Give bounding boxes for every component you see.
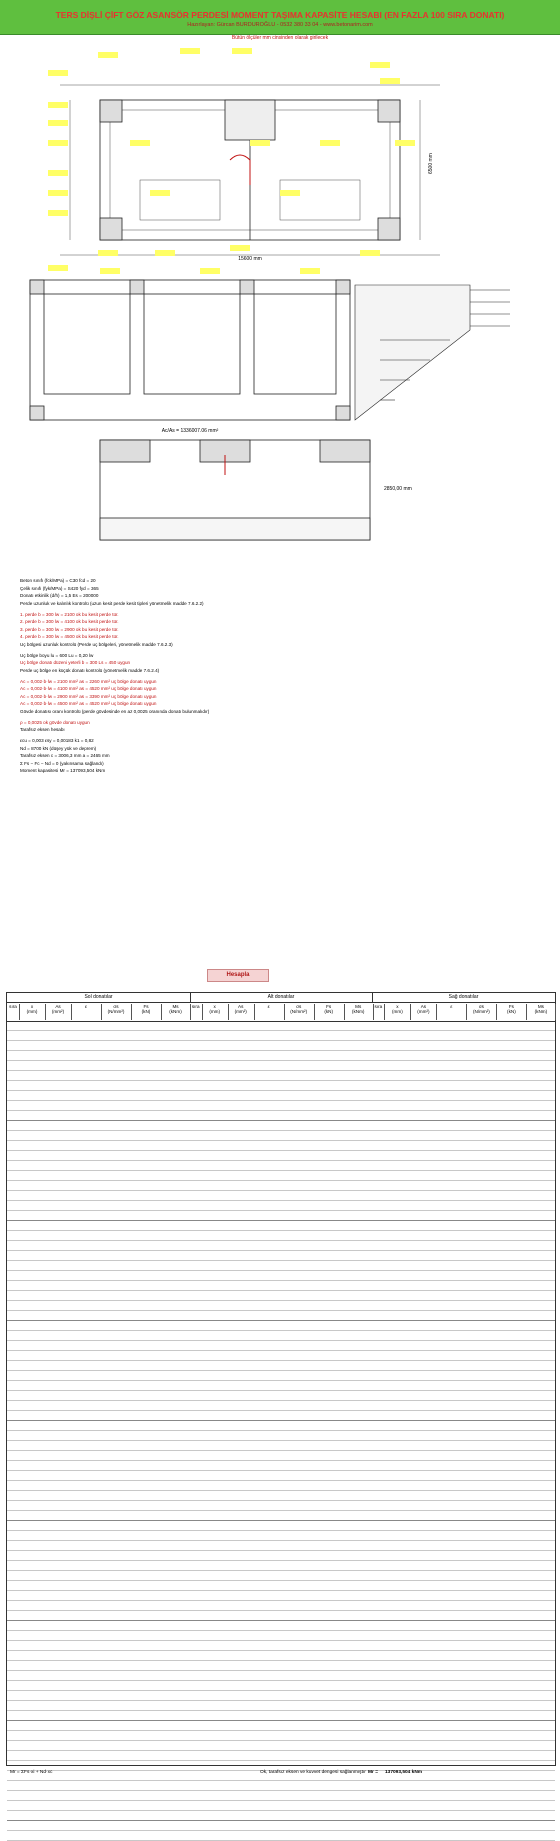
- table-row: [7, 1091, 555, 1101]
- table-row: [7, 1551, 555, 1561]
- column-header: [496, 1004, 527, 1020]
- column-header-label: As: [238, 1004, 244, 1009]
- calc-line: Uç bölge donatı düzeni yeterli b = 300 Ls = 450 uygun: [20, 660, 131, 665]
- calc-line: εcu = 0,003 εsy = 0,00183 k1 = 0,82: [20, 738, 94, 743]
- calc-line: Moment kapasitesi Mr = 137093,504 kNm: [20, 768, 106, 773]
- mr-value: 137093,504 kNm: [385, 1770, 423, 1775]
- table-row: [7, 1591, 555, 1601]
- calc-line: 4. perde b = 300 lw = 4500 ok bu kesit perde tür.: [20, 634, 119, 639]
- footer-caption: Ok, tarafsız eksen ve kuvvet dengesi sağlanmıştır: [260, 1770, 366, 1775]
- column-header-unit: (mm): [392, 1009, 403, 1014]
- table-row: [7, 1681, 555, 1691]
- total-width: 15600 mm: [238, 256, 262, 262]
- table-row: [7, 1211, 555, 1221]
- table-row: [7, 1821, 555, 1831]
- table-row: [7, 1561, 555, 1571]
- section-bottom: Alt donatılar: [190, 993, 373, 1002]
- column-header-label: As: [55, 1004, 61, 1009]
- table-row: [7, 1701, 555, 1711]
- calc-line: Gövde donatısı oranı kontrolü (perde gövdesinde en az 0,0025 oranında donatı bulunmalıdır): [20, 708, 210, 714]
- table-row: [7, 1341, 555, 1351]
- column-header-label: ε: [84, 1004, 88, 1009]
- calc-line: 2. perde b = 300 lw = 4100 ok bu kesit perde tür.: [20, 619, 119, 624]
- column-header-label: σs: [113, 1004, 119, 1009]
- column-header-label: Ms: [537, 1004, 544, 1009]
- table-row: [7, 1101, 555, 1111]
- table-row: [7, 1161, 555, 1171]
- column-header: [131, 1004, 162, 1020]
- column-header: [410, 1004, 437, 1020]
- column-header: [19, 1004, 46, 1020]
- table-row: [7, 1631, 555, 1641]
- table-row: [7, 1741, 555, 1751]
- column-header-unit: (kNm): [169, 1009, 182, 1014]
- calc-line: Ac = 0,002·b·lw = 4100 mm² as = 4520 mm² uç bölge donatı uygun: [20, 686, 157, 691]
- column-header: [526, 1004, 556, 1020]
- column-header-label: sıra: [191, 1004, 200, 1009]
- table-row: [7, 1371, 555, 1381]
- calc-line: Donatı etkinlik (d/h) = 1,5 Es = 200000: [20, 593, 99, 598]
- table-row: [7, 1691, 555, 1701]
- table-row: [7, 1611, 555, 1621]
- table-row: [7, 1501, 555, 1511]
- svg-text:6500 mm: 6500 mm: [428, 153, 434, 174]
- column-header: [71, 1004, 102, 1020]
- table-row: [7, 1081, 555, 1091]
- table-row: [7, 1421, 555, 1431]
- table-row: [7, 1121, 555, 1131]
- table-row: [7, 1141, 555, 1151]
- column-header: [161, 1004, 191, 1020]
- header: [0, 0, 560, 35]
- table-row: [7, 1721, 555, 1731]
- flange-section: [100, 440, 370, 540]
- table-row: [7, 1711, 555, 1721]
- table-row: [7, 1201, 555, 1211]
- table-row: [7, 1221, 555, 1231]
- column-header-label: σs: [296, 1004, 302, 1009]
- table-row: [7, 1411, 555, 1421]
- mr-label: Mr =: [368, 1770, 378, 1775]
- table-body: [7, 1021, 555, 1841]
- table-row: [7, 1181, 555, 1191]
- table-row: [7, 1481, 555, 1491]
- footer-formula: Mr = ΣFs·xi + Nd·xc: [10, 1770, 53, 1775]
- red-arrow-icon: [230, 155, 250, 185]
- table-row: [7, 1261, 555, 1271]
- calc-line: Çelik sınıfı (fyk/MPa) = S420 fyd = 365: [20, 585, 99, 591]
- section-right: Sağ donatılar: [448, 994, 479, 1000]
- table-row: [7, 1661, 555, 1671]
- calc-line: Perde uzunluk ve kalınlık kontrolü (uzun kesit perde kesit tipleri yönetmelik madde 7.6.2.2): [20, 600, 204, 606]
- calc-line: Tarafsız eksen c = 3006,3 mm a = 2465 mm: [20, 753, 110, 758]
- calc-line: 1. perde b = 300 lw = 2100 ok bu kesit perde tür.: [20, 611, 119, 617]
- table-row: [7, 1351, 555, 1361]
- calc-line: Beton sınıfı (fck/MPa) = C30 fcd = 20: [20, 578, 96, 583]
- column-header-label: x: [30, 1004, 34, 1009]
- footer: [0, 1764, 560, 1796]
- column-header-label: σs: [478, 1004, 484, 1009]
- column-header: [228, 1004, 255, 1020]
- table-row: [7, 1021, 555, 1031]
- table-row: [7, 1601, 555, 1611]
- table-row: [7, 1311, 555, 1321]
- table-row: [7, 1511, 555, 1521]
- table-row: [7, 1581, 555, 1591]
- svg-text:2850,00 mm: 2850,00 mm: [384, 486, 412, 492]
- unit-note: Bütün ölçüler mm cinsinden olarak girilecek: [231, 35, 329, 41]
- calc-line: Tarafsız eksen hesabı: [20, 727, 65, 732]
- column-header-unit: (mm): [26, 1009, 38, 1014]
- table-row: [7, 1291, 555, 1301]
- table-row: [7, 1531, 555, 1541]
- table-row: [7, 1061, 555, 1071]
- table-row: [7, 1731, 555, 1741]
- table-row: [7, 1451, 555, 1461]
- table-row: [7, 1151, 555, 1161]
- table-row: [7, 1431, 555, 1441]
- table-row: [7, 1571, 555, 1581]
- column-header-unit: (N/mm²): [290, 1009, 308, 1014]
- table-row: [7, 1241, 555, 1251]
- table-row: [7, 1301, 555, 1311]
- table-header: [7, 1002, 555, 1022]
- results-table: [6, 992, 556, 1766]
- calc-line: Σ Fs − Fc − Nd = 0 (yakınsama sağlandı): [20, 760, 104, 766]
- calculate-button[interactable]: Hesapla: [207, 969, 269, 982]
- table-row: [7, 1031, 555, 1041]
- plan-drawing: [0, 40, 560, 570]
- table-row: [7, 1381, 555, 1391]
- table-row: [7, 1321, 555, 1331]
- column-header-unit: (kN): [324, 1009, 334, 1014]
- calc-line: Perde uç bölge en küçük donatı kontrolü (yönetmelik madde 7.6.2.4): [20, 667, 160, 673]
- calc-line: Ac = 0,002·b·lw = 2100 mm² as = 2260 mm² uç bölge donatı uygun: [20, 678, 157, 684]
- table-row: [7, 1281, 555, 1291]
- column-header-unit: (N/mm²): [107, 1009, 125, 1014]
- column-header-label: sıra: [9, 1004, 17, 1009]
- table-row: [7, 1541, 555, 1551]
- table-row: [7, 1831, 555, 1841]
- table-row: [7, 1471, 555, 1481]
- calc-line: 3. perde b = 300 lw = 2900 ok bu kesit perde tür.: [20, 626, 119, 632]
- table-row: [7, 1491, 555, 1501]
- column-header-unit: (mm): [209, 1009, 221, 1014]
- table-row: [7, 1811, 555, 1821]
- column-header-label: Fs: [508, 1004, 514, 1009]
- table-row: [7, 1051, 555, 1061]
- table-row: [7, 1461, 555, 1471]
- column-header-unit: (mm²): [234, 1009, 247, 1014]
- column-header: [344, 1004, 374, 1020]
- column-header-label: Fs: [143, 1004, 149, 1009]
- table-row: [7, 1361, 555, 1371]
- calc-line: Uç bölgesi uzunluk kontrolü (Perde uç bölgeleri, yönetmelik madde 7.6.2.3): [20, 641, 173, 647]
- table-row: [7, 1521, 555, 1531]
- table-row: [7, 1191, 555, 1201]
- table-row: [7, 1801, 555, 1811]
- table-row: [7, 1651, 555, 1661]
- section-label: Ac/As = 1336007.06 mm²: [161, 428, 219, 434]
- calc-line: ρ = 0,0025 ok gövde donatı uygun: [20, 719, 90, 725]
- calc-line: Uç bölge boyu lu = 600 Lu = 0,20 lw: [20, 652, 94, 658]
- section-left: Sol donatılar: [7, 993, 191, 1002]
- column-header-label: Fs: [326, 1004, 332, 1009]
- author-line: Hazırlayan: Gürcan BURDUROĞLU - 0532 380 33 04 - www.betonarim.com: [187, 22, 373, 28]
- column-header-unit: (kN): [507, 1009, 516, 1014]
- table-row: [7, 1271, 555, 1281]
- table-row: [7, 1671, 555, 1681]
- column-header-unit: (mm²): [51, 1009, 65, 1014]
- table-row: [7, 1111, 555, 1121]
- column-header-label: ε: [450, 1004, 453, 1009]
- column-header-label: x: [396, 1004, 399, 1009]
- table-row: [7, 1231, 555, 1241]
- column-header: [466, 1004, 497, 1020]
- table-row: [7, 1621, 555, 1631]
- calc-line: Nd = 8700 kN (düşey yük ve deprem): [20, 745, 97, 751]
- table-row: [7, 1641, 555, 1651]
- section-view: [30, 280, 350, 420]
- column-header-unit: (mm²): [417, 1009, 430, 1014]
- table-row: [7, 1331, 555, 1341]
- table-row: [7, 1041, 555, 1051]
- column-header: [101, 1004, 132, 1020]
- column-header-unit: (kN): [141, 1009, 151, 1014]
- table-row: [7, 1251, 555, 1261]
- table-row: [7, 1171, 555, 1181]
- calc-line: Ac = 0,002·b·lw = 2900 mm² as = 3390 mm² uç bölge donatı uygun: [20, 693, 157, 699]
- column-header-label: sıra: [374, 1004, 383, 1009]
- table-row: [7, 1441, 555, 1451]
- page-title: TERS DİŞLİ ÇİFT GÖZ ASANSÖR PERDESİ MOMENT TAŞIMA KAPASİTE HESABI (EN FAZLA 100 SIRA DONATI): [55, 10, 505, 20]
- column-header: [284, 1004, 315, 1020]
- column-header: [384, 1004, 411, 1020]
- column-header-label: Ms: [355, 1004, 362, 1009]
- column-header: [202, 1004, 229, 1020]
- column-header-label: Ms: [172, 1004, 179, 1009]
- column-header-unit: (kNm): [534, 1009, 548, 1014]
- column-header: [45, 1004, 72, 1020]
- column-header-unit: (N/mm²): [472, 1009, 490, 1014]
- calc-line: Ac = 0,002·b·lw = 4500 mm² as = 4520 mm² uç bölge donatı uygun: [20, 701, 157, 706]
- table-row: [7, 1751, 555, 1761]
- column-header-label: As: [420, 1004, 427, 1009]
- column-header: [436, 1004, 467, 1020]
- column-header: [314, 1004, 345, 1020]
- column-header-label: ε: [267, 1004, 270, 1009]
- stress-diagram: [355, 285, 510, 420]
- table-row: [7, 1391, 555, 1401]
- table-row: [7, 1131, 555, 1141]
- column-header: [254, 1004, 285, 1020]
- column-header-label: x: [213, 1004, 216, 1009]
- table-row: [7, 1071, 555, 1081]
- column-header-unit: (kNm): [351, 1009, 365, 1014]
- table-row: [7, 1401, 555, 1411]
